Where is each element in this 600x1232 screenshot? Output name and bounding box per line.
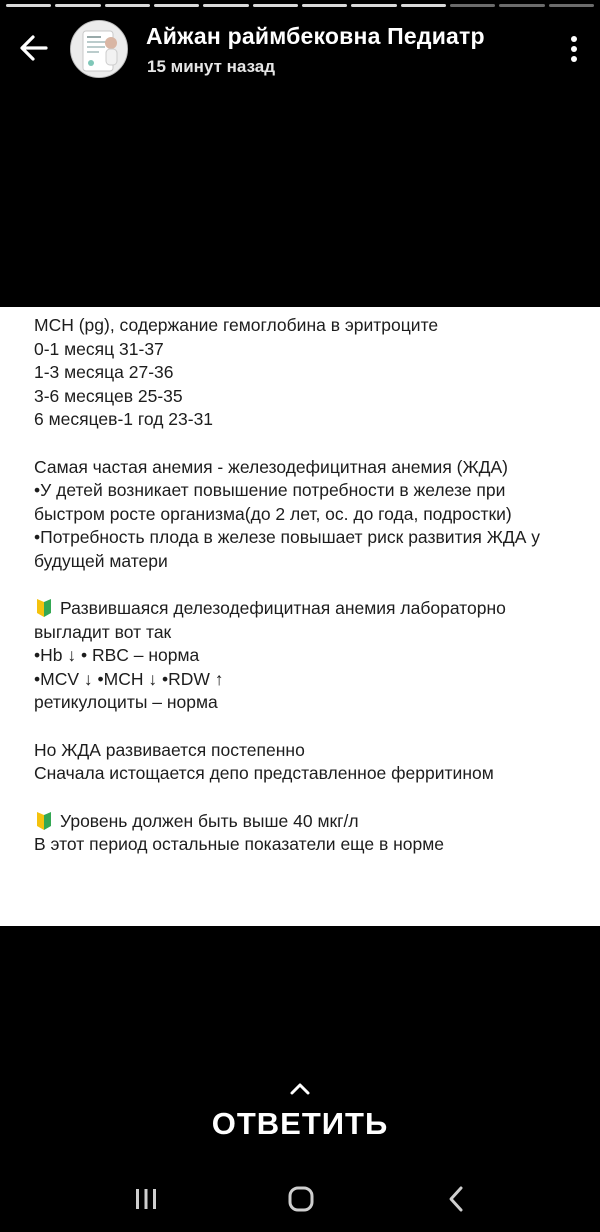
story-progress-bar	[6, 4, 594, 7]
progress-segment	[55, 4, 100, 7]
progress-segment	[549, 4, 594, 7]
story-post-text	[0, 307, 600, 926]
avatar-image	[71, 21, 128, 78]
beginner-leaf-icon	[34, 598, 54, 618]
progress-segment	[253, 4, 298, 7]
progress-segment	[450, 4, 495, 7]
post-line: В этот период остальные показатели еще в норме	[34, 834, 445, 854]
progress-segment	[203, 4, 248, 7]
progress-segment	[499, 4, 544, 7]
more-vertical-icon[interactable]	[570, 36, 578, 66]
nav-back-icon[interactable]	[432, 1174, 482, 1224]
avatar[interactable]	[70, 20, 128, 78]
post-line-with-icon	[34, 810, 580, 834]
beginner-leaf-icon	[34, 811, 54, 831]
post-line: Сначала истощается депо представленное ферритином	[34, 763, 494, 783]
story-time: 15 минут назад	[147, 57, 276, 76]
chevron-up-icon	[289, 1082, 311, 1096]
post-line-text: Развившаяся делезодефицитная анемия лабораторно выгладит вот так	[34, 598, 506, 642]
reply-label: ОТВЕТИТЬ	[211, 1106, 389, 1141]
post-line: ретикулоциты – норма	[34, 692, 218, 712]
progress-segment	[302, 4, 347, 7]
post-line: •Hb ↓ • RBC – норма	[34, 645, 200, 665]
post-line: 3-6 месяцев 25-35	[34, 385, 183, 406]
post-line: 1-3 месяца 27-36	[34, 362, 174, 382]
post-line: Но ЖДА развивается постепенно	[34, 739, 305, 760]
system-nav-bar	[0, 1160, 600, 1232]
post-line: •У детей возникает повышение потребности в железе при быстром росте организма(до 2 лет, ос. до года, подростки)	[34, 480, 512, 524]
post-line: 6 месяцев-1 год 23-31	[34, 409, 214, 429]
progress-segment	[154, 4, 199, 7]
reply-button[interactable]	[0, 1082, 600, 1142]
story-header	[0, 18, 600, 82]
story-author-name[interactable]: Айжан раймбековна Педиатр	[146, 23, 485, 49]
progress-segment	[6, 4, 51, 7]
home-icon[interactable]	[276, 1174, 326, 1224]
progress-segment	[105, 4, 150, 7]
arrow-left-icon[interactable]	[16, 30, 52, 66]
post-line: Самая частая анемия - железодефицитная анемия (ЖДА)	[34, 456, 508, 477]
post-line: •Потребность плода в железе повышает риск развития ЖДА у будущей матери	[34, 527, 540, 571]
progress-segment	[401, 4, 446, 7]
recent-apps-icon[interactable]	[121, 1174, 171, 1224]
post-line-with-icon	[34, 597, 580, 644]
progress-segment	[351, 4, 396, 7]
post-line: •MCV ↓ •MCH ↓ •RDW ↑	[34, 668, 224, 689]
post-line: 0-1 месяц 31-37	[34, 338, 164, 359]
post-line: MCH (pg), содержание гемоглобина в эритроците	[34, 315, 439, 335]
post-line-text: Уровень должен быть выше 40 мкг/л	[60, 810, 359, 831]
